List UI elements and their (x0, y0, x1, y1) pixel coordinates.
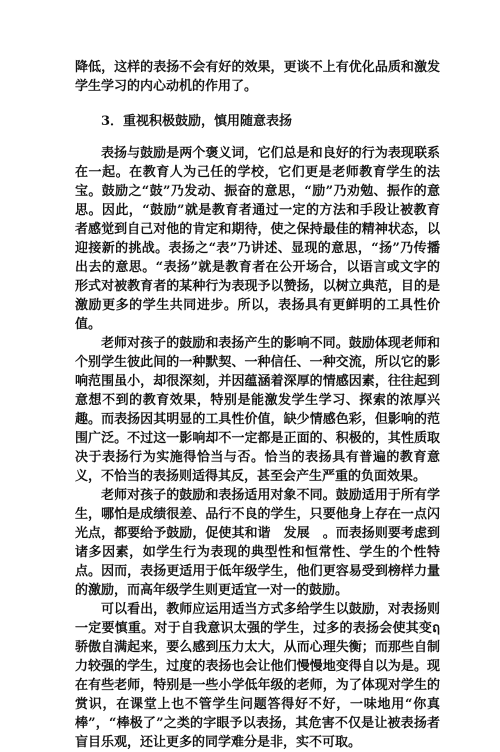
body-paragraph-1: 表扬与鼓励是两个褒义词，它们总是和良好的行为表现联系在一起。在教育人为己任的学校，它们更是老师教育学生的法宝。鼓励之“鼓”乃发动、振奋的意思，“励”乃劝勉、振作的意思。因此，“鼓励”就是教育者通过一定的方法和手段让被教育者感觉到自己对他的肯定和期待，使之保持最佳的精神状态，以迎接新的挑战。表扬之“表”乃讲述、显现的意思，“扬”乃传播出去的意思。“表扬”就是教育者在公开场合，以语言或文字的形式对被教育者的某种行为表现予以赞扬，以树立典范，目的是激励更多的学生共同进步。所以，表扬具有更鲜明的工具性价值。 (75, 146, 440, 332)
intro-paragraph: 降低，这样的表扬不会有好的效果，更谈不上有优化品质和激发学生学习的内心动机的作用了。 (75, 60, 440, 94)
body-paragraph-2: 老师对孩子的鼓励和表扬产生的影响不同。鼓励体现老师和个别学生彼此间的一种默契、一种信任、一种交流，所以它的影响范围虽小，却很深刻，并因蕴涵着深厚的情感因素，往往起到意想不到的教育效果，特别是能激发学生学习、探索的浓厚兴趣。而表扬因其明显的工具性价值，缺少情感色彩，但影响的范围广泛。不过这一影响却不一定都是正面的、积极的，其性质取决于表扬行为实施得恰当与否。恰当的表扬具有普遍的教育意义，不恰当的表扬则适得其反，甚至会产生严重的负面效果。 (75, 336, 440, 484)
body-paragraph-3: 老师对孩子的鼓励和表扬适用对象不同。鼓励适用于所有学生，哪怕是成绩很差、品行不良的学生，只要他身上存在一点闪光点，都要给予鼓励，促使其和谐 发展 。而表扬则要考虑到诸多因素，如学生行为表现的典型性和恒常性、学生的个性特点。因而，表扬更适用于低年级学生，他们更容易受到榜样力量的激励，而高年级学生则更适宜一对一的鼓励。 (75, 488, 440, 598)
section-heading: 3．重视积极鼓励，慎用随意表扬 (101, 114, 293, 129)
body-paragraph-4: 可以看出，教师应运用适当方式多给学生以鼓励，对表扬则一定要慎重。对于自我意识太强的学生，过多的表扬会使其变ฤ骄傲自满起来，要么感到压力太大，从而心理失衡；而那些自制力较强的学生，过度的表扬也会让他们慢慢地变得自以为是。现在有些老师，特别是一些小学低年级的老师，为了体现对学生的赏识，在课堂上也不管学生问题答得好不好，一味地用“你真棒”，“棒极了”之类的字眼予以表扬，其危害不仅是让被表扬者盲目乐观，还让更多的同学难分是非，实不可取。 (75, 602, 440, 750)
